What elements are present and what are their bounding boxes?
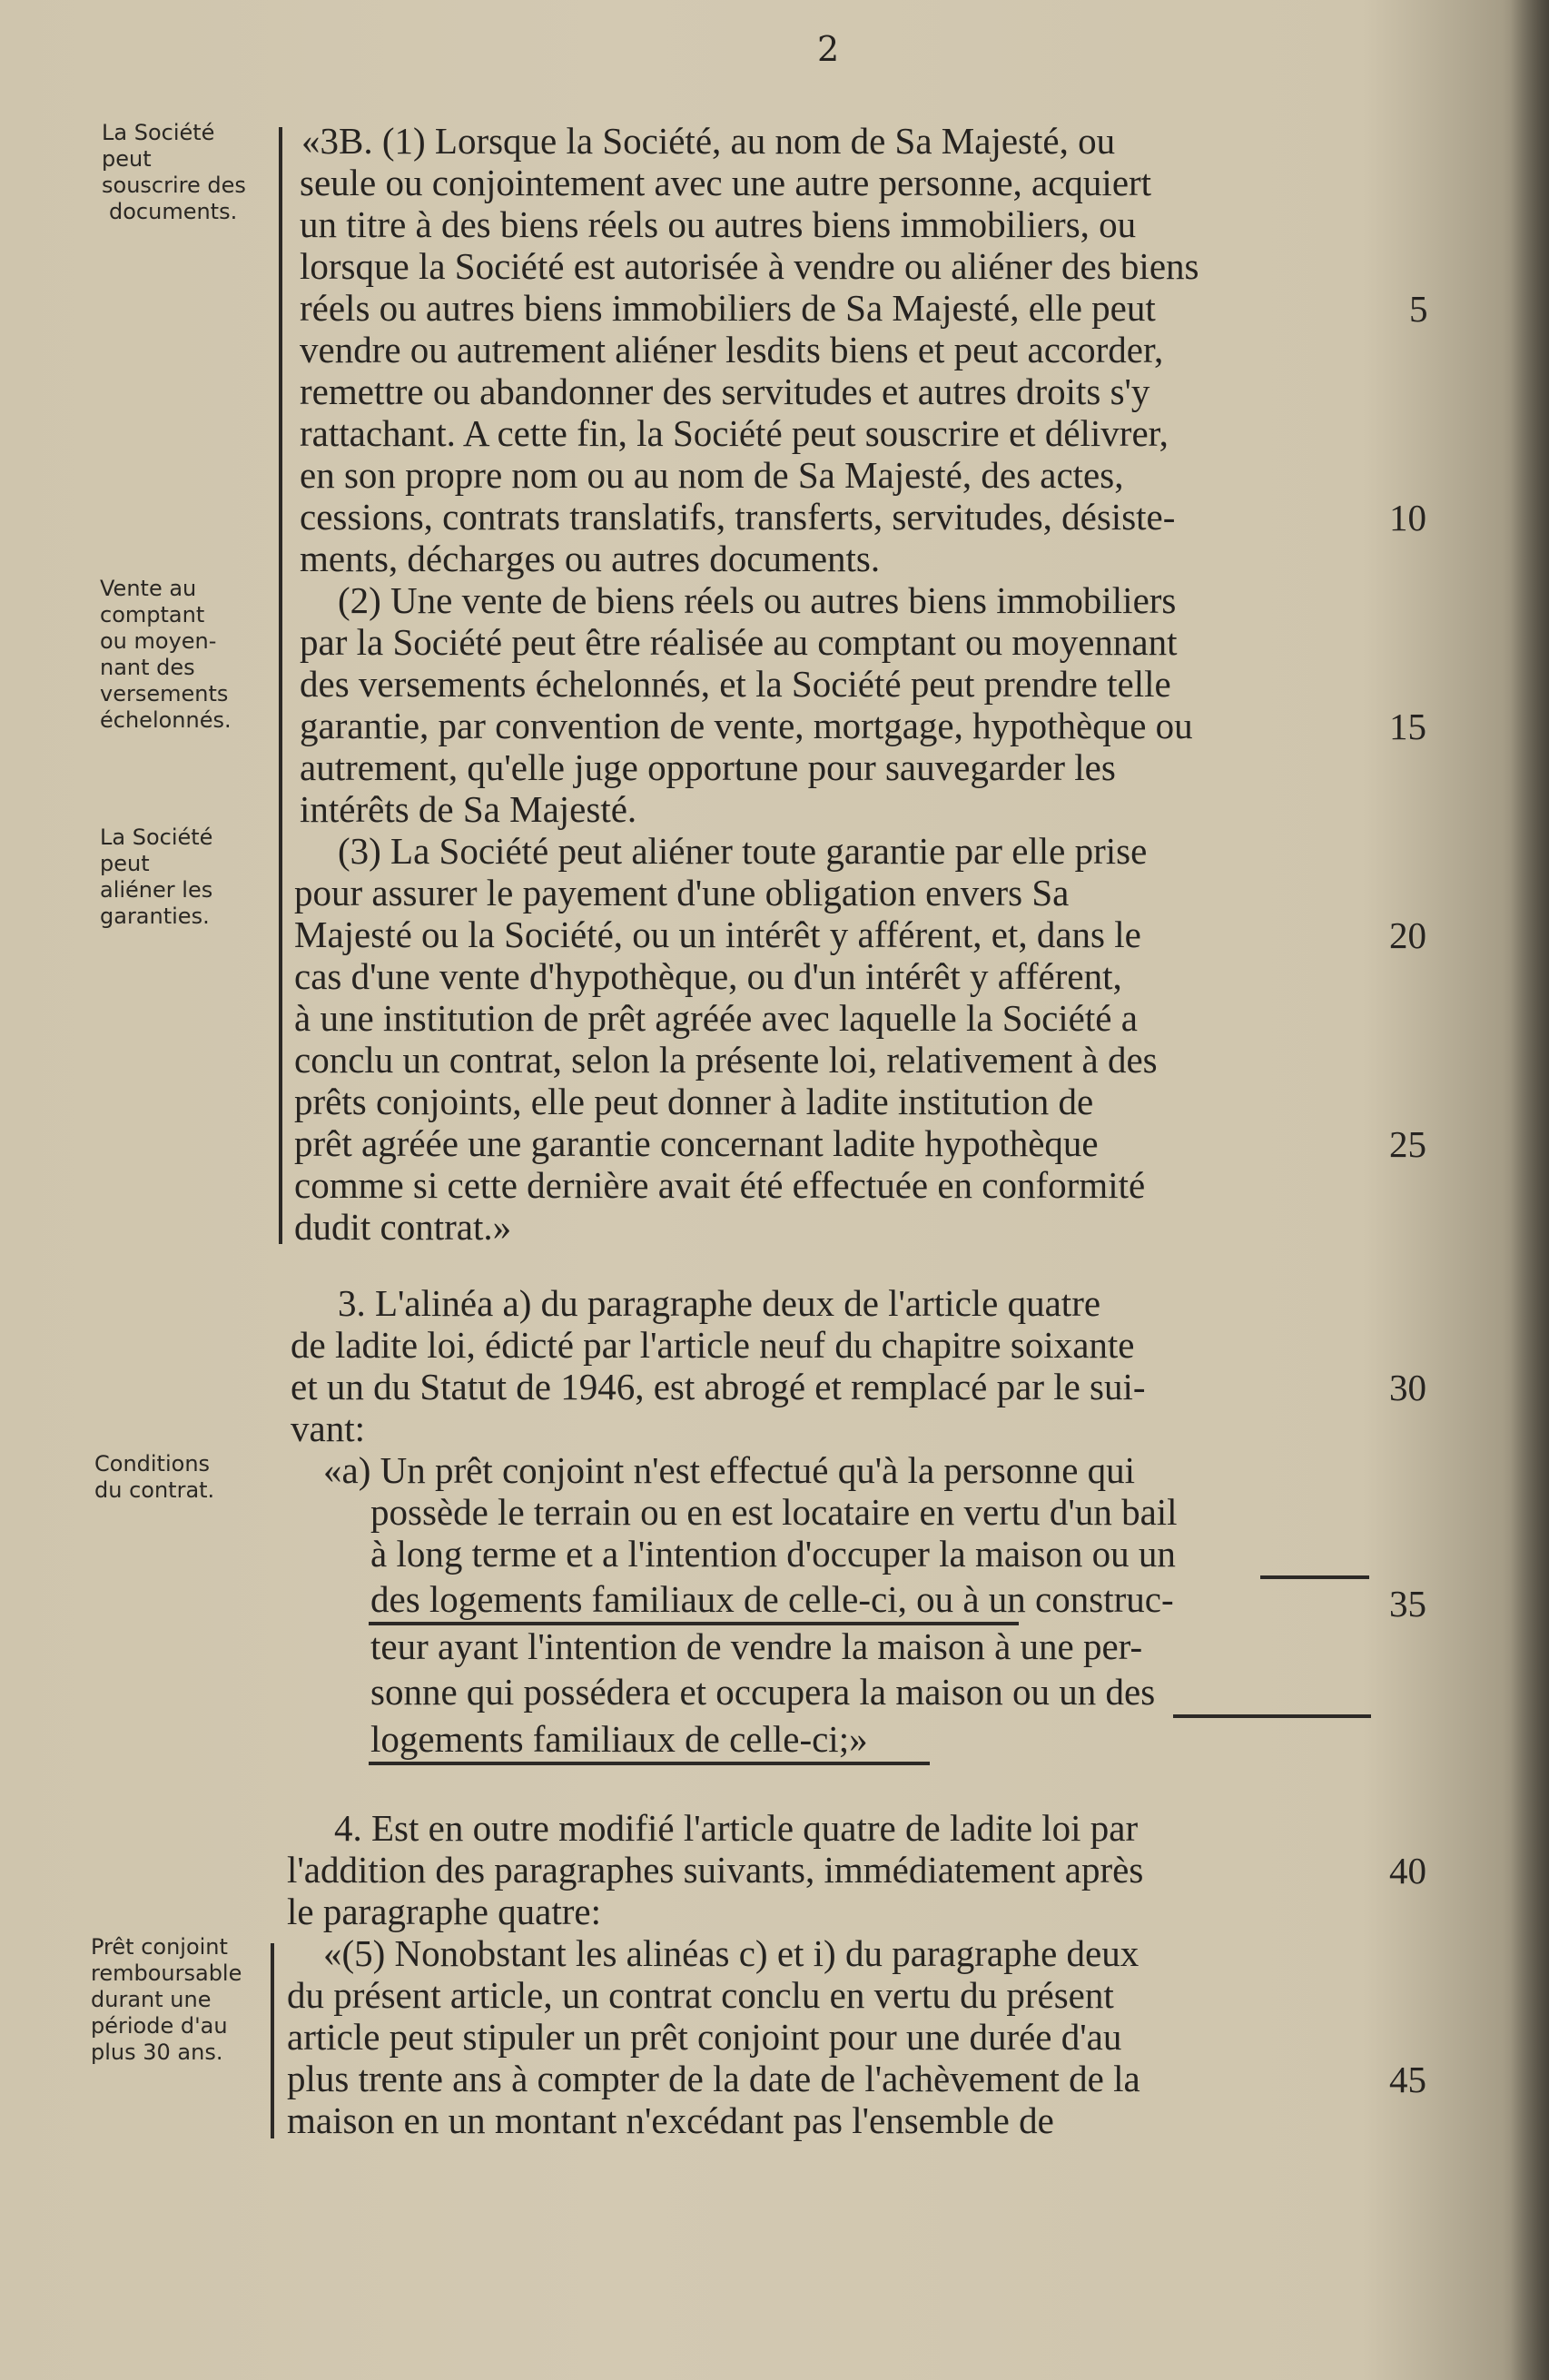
margin-note-line: nant des bbox=[100, 655, 195, 680]
margin-note-line: échelonnés. bbox=[100, 707, 232, 733]
margin-note-line: Vente au bbox=[100, 576, 197, 601]
page-edge-shadow bbox=[1511, 0, 1549, 2380]
body-line: lorsque la Société est autorisée à vendre ou aliéner des biens bbox=[300, 245, 1199, 287]
margin-note-souscrire bbox=[102, 120, 283, 225]
amendment-bar bbox=[279, 127, 282, 1244]
underline-mark bbox=[1173, 1714, 1371, 1718]
page-number: 2 bbox=[817, 29, 840, 69]
underline-mark bbox=[369, 1762, 930, 1765]
body-line: «(5) Nonobstant les alinéas c) et i) du paragraphe deux bbox=[323, 1932, 1140, 1974]
body-line: pour assurer le payement d'une obligation envers Sa bbox=[294, 872, 1070, 913]
margin-note-line: du contrat. bbox=[94, 1477, 215, 1503]
amendment-bar bbox=[271, 1943, 274, 2138]
margin-note-line: La Société bbox=[102, 120, 215, 145]
margin-note-line: période d'au bbox=[91, 2013, 228, 2039]
body-line: (2) Une vente de biens réels ou autres biens immobiliers bbox=[338, 579, 1177, 621]
body-line: autrement, qu'elle juge opportune pour sauvegarder les bbox=[300, 746, 1116, 788]
body-line: cessions, contrats translatifs, transferts, servitudes, désiste- bbox=[300, 496, 1176, 538]
margin-note-line: remboursable bbox=[91, 1960, 242, 1986]
body-line: maison en un montant n'excédant pas l'ensemble de bbox=[287, 2099, 1054, 2141]
body-line: (3) La Société peut aliéner toute garantie par elle prise bbox=[338, 830, 1148, 872]
underline-mark bbox=[369, 1622, 1019, 1625]
body-line: conclu un contrat, selon la présente loi, relativement à des bbox=[294, 1039, 1158, 1081]
line-number: 45 bbox=[1389, 2059, 1426, 2100]
body-line: par la Société peut être réalisée au comptant ou moyennant bbox=[300, 621, 1178, 663]
body-line: des versements échelonnés, et la Société peut prendre telle bbox=[300, 663, 1171, 705]
margin-note-line: documents. bbox=[109, 199, 238, 224]
body-line: sonne qui possédera et occupera la maison ou un des bbox=[370, 1671, 1156, 1713]
margin-note-line: Conditions bbox=[94, 1451, 211, 1476]
body-line: des logements familiaux de celle-ci, ou à un construc- bbox=[370, 1578, 1174, 1620]
body-line: «a) Un prêt conjoint n'est effectué qu'à la personne qui bbox=[323, 1449, 1136, 1491]
body-line: garantie, par convention de vente, mortgage, hypothèque ou bbox=[300, 705, 1193, 746]
body-line: prêts conjoints, elle peut donner à ladite institution de bbox=[294, 1081, 1094, 1122]
margin-note-line: peut bbox=[102, 146, 152, 172]
body-line: cas d'une vente d'hypothèque, ou d'un intérêt y afférent, bbox=[294, 955, 1122, 997]
line-number: 30 bbox=[1389, 1367, 1426, 1408]
body-line: rattachant. A cette fin, la Société peut souscrire et délivrer, bbox=[300, 412, 1169, 454]
underline-mark bbox=[1260, 1575, 1369, 1579]
line-number: 25 bbox=[1389, 1123, 1426, 1165]
body-line: de ladite loi, édicté par l'article neuf du chapitre soixante bbox=[291, 1324, 1135, 1366]
line-number: 20 bbox=[1389, 914, 1426, 956]
body-line: 3. L'alinéa a) du paragraphe deux de l'article quatre bbox=[338, 1282, 1101, 1324]
body-line: un titre à des biens réels ou autres biens immobiliers, ou bbox=[300, 203, 1137, 245]
body-line: Majesté ou la Société, ou un intérêt y afférent, et, dans le bbox=[294, 913, 1141, 955]
body-line: dudit contrat.» bbox=[294, 1206, 512, 1248]
body-line: à une institution de prêt agréée avec laquelle la Société a bbox=[294, 997, 1138, 1039]
margin-note-line: La Société bbox=[100, 825, 213, 850]
margin-note-line: durant une bbox=[91, 1987, 212, 2012]
margin-note-line: ou moyen- bbox=[100, 628, 217, 654]
body-line: possède le terrain ou en est locataire en vertu d'un bail bbox=[370, 1491, 1178, 1533]
body-line: le paragraphe quatre: bbox=[287, 1891, 602, 1932]
margin-note-line: peut bbox=[100, 851, 150, 876]
body-line: l'addition des paragraphes suivants, immédiatement après bbox=[287, 1849, 1144, 1891]
body-line: 4. Est en outre modifié l'article quatre de ladite loi par bbox=[334, 1807, 1139, 1849]
margin-note-line: garanties. bbox=[100, 904, 210, 929]
body-line: et un du Statut de 1946, est abrogé et remplacé par le sui- bbox=[291, 1366, 1146, 1407]
line-number: 35 bbox=[1389, 1583, 1426, 1625]
body-line: du présent article, un contrat conclu en vertu du présent bbox=[287, 1974, 1114, 2016]
line-number: 5 bbox=[1409, 288, 1428, 330]
margin-note-garanties bbox=[100, 825, 281, 930]
body-line: plus trente ans à compter de la date de l'achèvement de la bbox=[287, 2058, 1140, 2099]
body-line: réels ou autres biens immobiliers de Sa Majesté, elle peut bbox=[300, 287, 1156, 329]
line-number: 40 bbox=[1389, 1850, 1426, 1891]
body-line: en son propre nom ou au nom de Sa Majesté, des actes, bbox=[300, 454, 1124, 496]
body-line: remettre ou abandonner des servitudes et autres droits s'y bbox=[300, 370, 1150, 412]
body-line: logements familiaux de celle-ci;» bbox=[370, 1718, 868, 1760]
body-line: intérêts de Sa Majesté. bbox=[300, 788, 637, 830]
body-line: ments, décharges ou autres documents. bbox=[300, 538, 881, 579]
body-line: prêt agréée une garantie concernant ladite hypothèque bbox=[294, 1122, 1099, 1164]
body-line: à long terme et a l'intention d'occuper la maison ou un bbox=[370, 1533, 1176, 1575]
body-line: vendre ou autrement aliéner lesdits biens et peut accorder, bbox=[300, 329, 1164, 370]
line-number: 10 bbox=[1389, 497, 1426, 538]
margin-note-line: versements bbox=[100, 681, 229, 706]
margin-note-conditions bbox=[94, 1451, 276, 1504]
margin-note-line: Prêt conjoint bbox=[91, 1934, 228, 1960]
line-number: 15 bbox=[1389, 706, 1426, 747]
body-line: seule ou conjointement avec une autre personne, acquiert bbox=[300, 162, 1152, 203]
margin-note-line: comptant bbox=[100, 602, 205, 627]
margin-note-line: plus 30 ans. bbox=[91, 2039, 223, 2065]
body-line: «3B. (1) Lorsque la Société, au nom de Sa Majesté, ou bbox=[301, 120, 1116, 162]
body-line: comme si cette dernière avait été effectuée en conformité bbox=[294, 1164, 1146, 1206]
margin-note-line: aliéner les bbox=[100, 877, 213, 903]
body-line: article peut stipuler un prêt conjoint pour une durée d'au bbox=[287, 2016, 1122, 2058]
margin-note-line: souscrire des bbox=[102, 173, 246, 198]
margin-note-vente bbox=[100, 576, 281, 734]
body-line: teur ayant l'intention de vendre la maison à une per- bbox=[370, 1625, 1143, 1667]
margin-note-pret bbox=[91, 1934, 272, 2066]
body-line: vant: bbox=[291, 1407, 365, 1449]
